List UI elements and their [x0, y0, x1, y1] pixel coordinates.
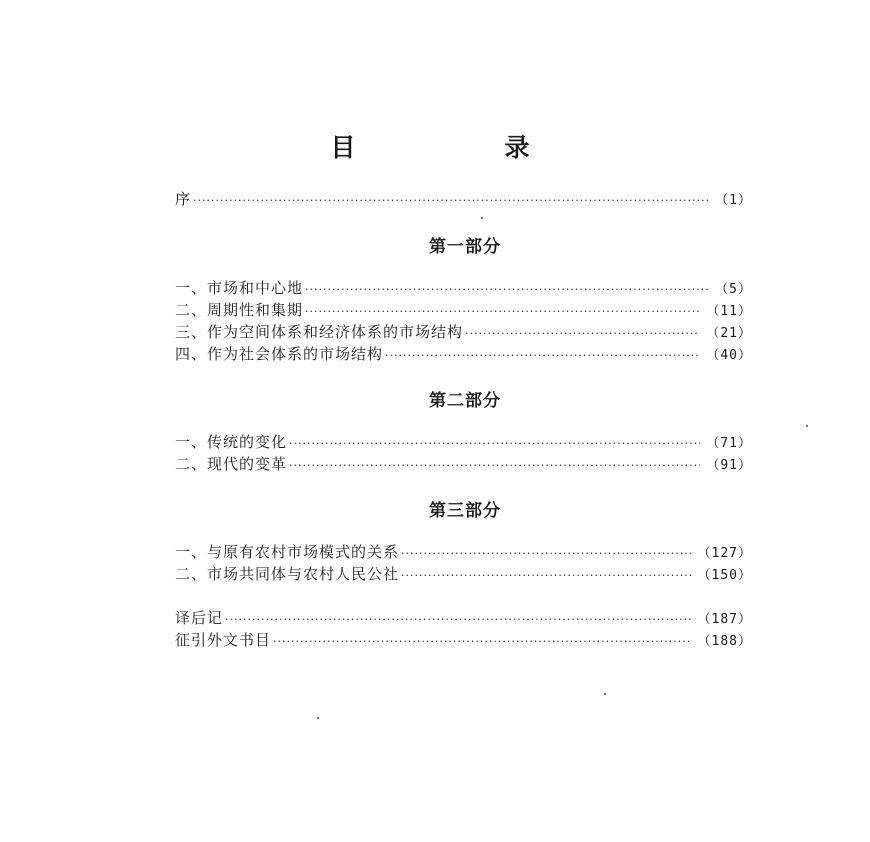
- toc-entry[interactable]: [175, 453, 752, 475]
- scan-speck: [604, 693, 606, 695]
- toc-entry-label: 二、市场共同体与农村人民公社: [175, 565, 400, 583]
- scan-speck: [806, 425, 808, 427]
- toc-entry-label: 征引外文书目: [175, 631, 272, 649]
- leader-dots: [289, 455, 700, 477]
- leader-dots: [193, 190, 709, 212]
- toc-entry[interactable]: [175, 277, 752, 299]
- toc-entry-page: （91）: [706, 458, 752, 473]
- toc-entry-label: 一、与原有农村市场模式的关系: [175, 543, 400, 561]
- toc-entry-page: （187）: [697, 612, 752, 627]
- leader-dots: [289, 433, 700, 455]
- toc-entry-page: （150）: [697, 568, 752, 583]
- toc-entry-label: 三、作为空间体系和经济体系的市场结构: [175, 323, 464, 341]
- toc-entry-page: （5）: [715, 282, 752, 297]
- toc-entry-afterword[interactable]: [175, 607, 752, 629]
- toc-entry-preface[interactable]: [175, 188, 752, 210]
- leader-dots: [225, 609, 692, 631]
- leader-dots: [401, 543, 692, 565]
- toc-entry-page: （188）: [697, 634, 752, 649]
- toc-entry-label: 四、作为社会体系的市场结构: [175, 345, 384, 363]
- page-title: 目 录: [330, 133, 592, 162]
- toc-entry-label: 一、市场和中心地: [175, 279, 304, 297]
- part-heading-3: 第三部分: [429, 501, 501, 521]
- toc-entry[interactable]: [175, 431, 752, 453]
- toc-entry[interactable]: [175, 343, 752, 365]
- toc-entry-bibliography[interactable]: [175, 629, 752, 651]
- scan-speck: [317, 717, 319, 719]
- leader-dots: [465, 323, 700, 345]
- part-heading-2: 第二部分: [429, 391, 501, 411]
- toc-entry[interactable]: [175, 299, 752, 321]
- leader-dots: [305, 301, 700, 323]
- toc-entry-page: （40）: [706, 348, 752, 363]
- toc-entry-label: 一、传统的变化: [175, 433, 288, 451]
- part-heading-1: 第一部分: [429, 237, 501, 257]
- leader-dots: [273, 631, 692, 653]
- leader-dots: [385, 345, 700, 367]
- toc-entry-label: 二、周期性和集期: [175, 301, 304, 319]
- toc-entry[interactable]: [175, 321, 752, 343]
- toc-entry-page: （1）: [715, 193, 752, 208]
- toc-entry-label: 译后记: [175, 609, 224, 627]
- leader-dots: [305, 279, 709, 301]
- toc-entry-label: 二、现代的变革: [175, 455, 288, 473]
- leader-dots: [401, 565, 692, 587]
- toc-entry-label: 序: [175, 190, 192, 208]
- toc-entry[interactable]: [175, 563, 752, 585]
- toc-entry-page: （71）: [706, 436, 752, 451]
- scan-speck: [481, 217, 483, 219]
- toc-entry[interactable]: [175, 541, 752, 563]
- toc-entry-page: （11）: [706, 304, 752, 319]
- toc-entry-page: （21）: [706, 326, 752, 341]
- toc-entry-page: （127）: [697, 546, 752, 561]
